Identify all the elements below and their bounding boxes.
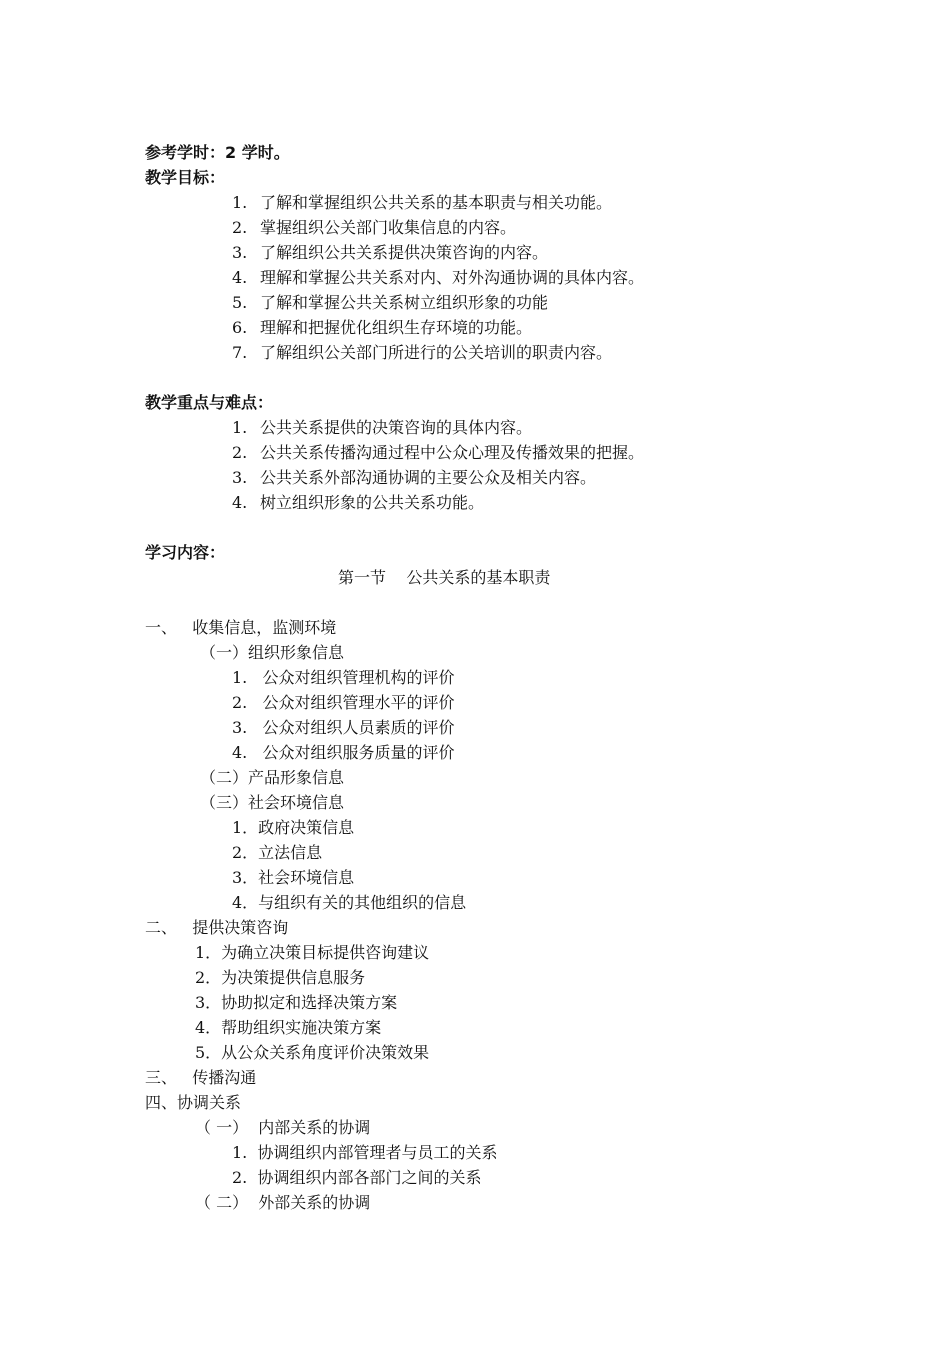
- outline-item: 2．为决策提供信息服务: [195, 968, 366, 987]
- outline-subheading: （ 一） 内部关系的协调: [195, 1118, 371, 1137]
- objectives-title: 教学目标：: [145, 168, 226, 187]
- outline-item: 1. 公众对组织管理机构的评价: [232, 668, 455, 687]
- outline-item: 4．与组织有关的其他组织的信息: [232, 893, 467, 912]
- content-title: 学习内容：: [145, 543, 226, 562]
- objective-item: 1. 了解和掌握组织公共关系的基本职责与相关功能。: [232, 193, 613, 212]
- outline-item: 1. 协调组织内部管理者与员工的关系: [232, 1143, 498, 1162]
- objective-item: 7. 了解组织公关部门所进行的公关培训的职责内容。: [232, 343, 613, 362]
- outline-item: 1．政府决策信息: [232, 818, 355, 837]
- objective-item: 5. 了解和掌握公共关系树立组织形象的功能: [232, 293, 549, 312]
- outline-item: 4. 公众对组织服务质量的评价: [232, 743, 455, 762]
- objective-item: 6. 理解和把握优化组织生存环境的功能。: [232, 318, 533, 337]
- outline-heading-4: 四、协调关系: [145, 1093, 242, 1112]
- outline-item: 2. 公众对组织管理水平的评价: [232, 693, 455, 712]
- outline-item: 2．立法信息: [232, 843, 323, 862]
- outline-item: 5．从公众关系角度评价决策效果: [195, 1043, 430, 1062]
- outline-item: 3．协助拟定和选择决策方案: [195, 993, 398, 1012]
- key-point-item: 2. 公共关系传播沟通过程中公众心理及传播效果的把握。: [232, 443, 645, 462]
- key-point-item: 1. 公共关系提供的决策咨询的具体内容。: [232, 418, 533, 437]
- section-title: 第一节 公共关系的基本职责: [338, 568, 551, 587]
- outline-heading-2: 二、 提供决策咨询: [145, 918, 289, 937]
- outline-heading-3: 三、 传播沟通: [145, 1068, 257, 1087]
- key-point-item: 3. 公共关系外部沟通协调的主要公众及相关内容。: [232, 468, 597, 487]
- outline-item: 2. 协调组织内部各部门之间的关系: [232, 1168, 482, 1187]
- key-points-title: 教学重点与难点：: [145, 393, 274, 412]
- objective-item: 4. 理解和掌握公共关系对内、对外沟通协调的具体内容。: [232, 268, 645, 287]
- objective-item: 3. 了解组织公共关系提供决策咨询的内容。: [232, 243, 549, 262]
- outline-item: 4．帮助组织实施决策方案: [195, 1018, 382, 1037]
- outline-subheading: （一）组织形象信息: [200, 643, 345, 662]
- outline-item: 1．为确立决策目标提供咨询建议: [195, 943, 430, 962]
- objective-item: 2. 掌握组织公关部门收集信息的内容。: [232, 218, 517, 237]
- outline-subheading: （ 二） 外部关系的协调: [195, 1193, 371, 1212]
- key-point-item: 4. 树立组织形象的公共关系功能。: [232, 493, 485, 512]
- study-hours: 参考学时：2 学时。: [145, 143, 290, 162]
- outline-item: 3. 公众对组织人员素质的评价: [232, 718, 455, 737]
- outline-subheading: （三）社会环境信息: [200, 793, 345, 812]
- outline-subheading: （二）产品形象信息: [200, 768, 345, 787]
- outline-heading-1: 一、 收集信息，监测环境: [145, 618, 337, 637]
- outline-item: 3．社会环境信息: [232, 868, 355, 887]
